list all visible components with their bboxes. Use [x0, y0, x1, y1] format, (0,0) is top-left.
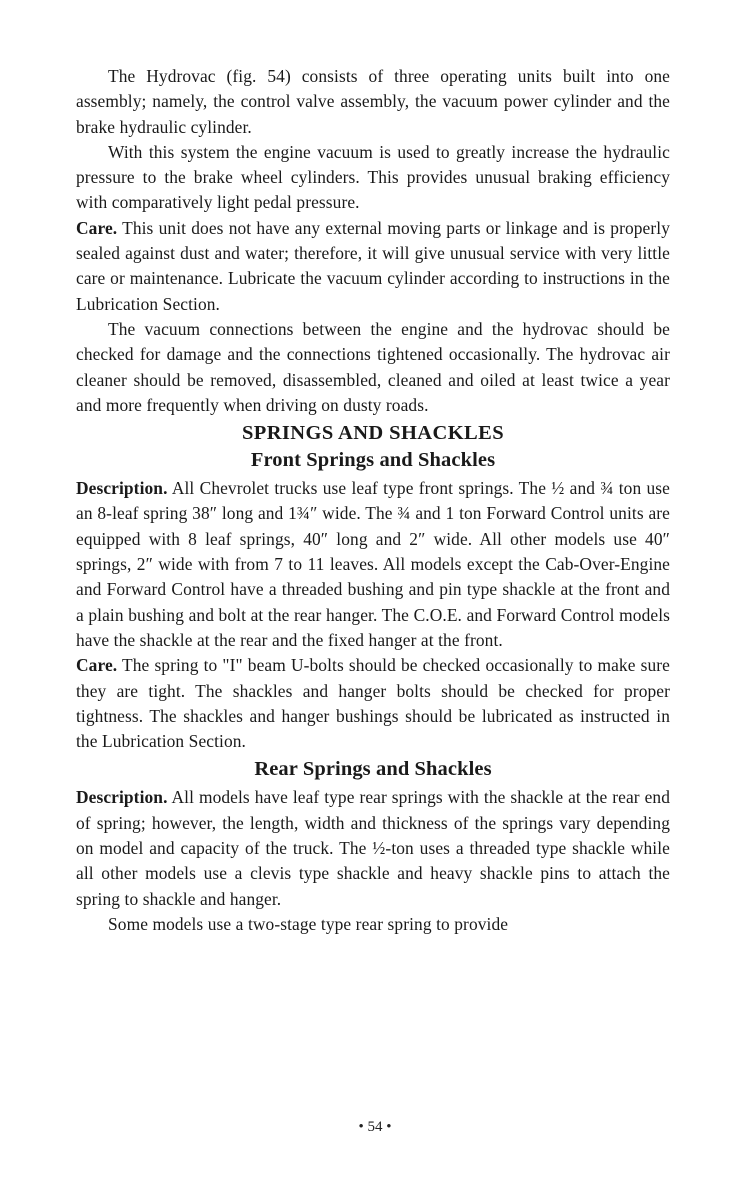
front-springs-heading: Front Springs and Shackles — [250, 449, 496, 472]
front-springs-description — [76, 476, 670, 653]
hydrovac-care-paragraph — [76, 216, 670, 317]
manual-page-body — [76, 64, 670, 937]
front-springs-care-text: The spring to "I" beam U-bolts should be checked occasionally to make sure they are tight. The shackles and hanger bolts should be checked for proper tightness. The shackles and hanger bushings should be lubricated as instructed in the Lubrication Section. — [76, 655, 670, 752]
rear-springs-two-stage-paragraph: Some models use a two-stage type rear spring to provide — [108, 913, 509, 934]
page-number: • 54 • — [358, 1119, 392, 1135]
description-lead-label: Description. — [76, 787, 168, 808]
hydrovac-care-text: This unit does not have any external moving parts or linkage and is properly sealed against dust and water; therefore, it will give unusual service with very little care or maintenance. Lubricate the vacuum cylinder according to instructions in the Lubrication Section. — [76, 217, 670, 314]
rear-springs-description — [76, 785, 670, 911]
description-lead-label: Description. — [76, 478, 168, 499]
front-springs-care — [76, 653, 670, 754]
rear-springs-heading: Rear Springs and Shackles — [254, 758, 492, 781]
care-lead-label: Care. — [76, 217, 118, 238]
rear-springs-description-text: All models have leaf type rear springs with the shackle at the rear end of spring; however, the length, width and thickness of the springs vary depending on model and capacity of the truck. The ½-ton uses a threaded type shackle while all other models use a clevis type shackle and heavy shackle pins to attach the spring to shackle and hanger. — [76, 787, 670, 909]
vacuum-connections-paragraph: The vacuum connections between the engine and the hydrovac should be checked for damage and the connections tightened occasionally. The hydrovac air cleaner should be removed, disassembled, cleaned and oiled at least twice a year and more frequently when driving on dusty roads. — [76, 318, 670, 415]
hydrovac-intro-paragraph: The Hydrovac (fig. 54) consists of three operating units built into one assembly; namely, the control valve assembly, the vacuum power cylinder and the brake hydraulic cylinder. — [76, 66, 670, 137]
hydrovac-system-paragraph: With this system the engine vacuum is used to greatly increase the hydraulic pressure to the brake wheel cylinders. This provides unusual braking efficiency with comparatively light pedal pressure. — [76, 141, 670, 213]
front-springs-description-text: All Chevrolet trucks use leaf type front springs. The ½ and ¾ ton use an 8-leaf spring 38″ long and 1¾″ wide. The ¾ and 1 ton Forward Control units are equipped with 8 leaf springs, 40″ long and 2″ wide. All other models use 40″ springs, 2″ wide with from 7 to 11 leaves. All models except the Cab-Over-Engine and Forward Control have a threaded bushing and pin type shackle at the front and a plain bushing and bolt at the rear hanger. The C.O.E. and Forward Control models have the shackle at the rear and the fixed hanger at the front. — [76, 478, 670, 650]
section-title: SPRINGS AND SHACKLES — [241, 422, 505, 445]
care-lead-label: Care. — [76, 655, 118, 676]
